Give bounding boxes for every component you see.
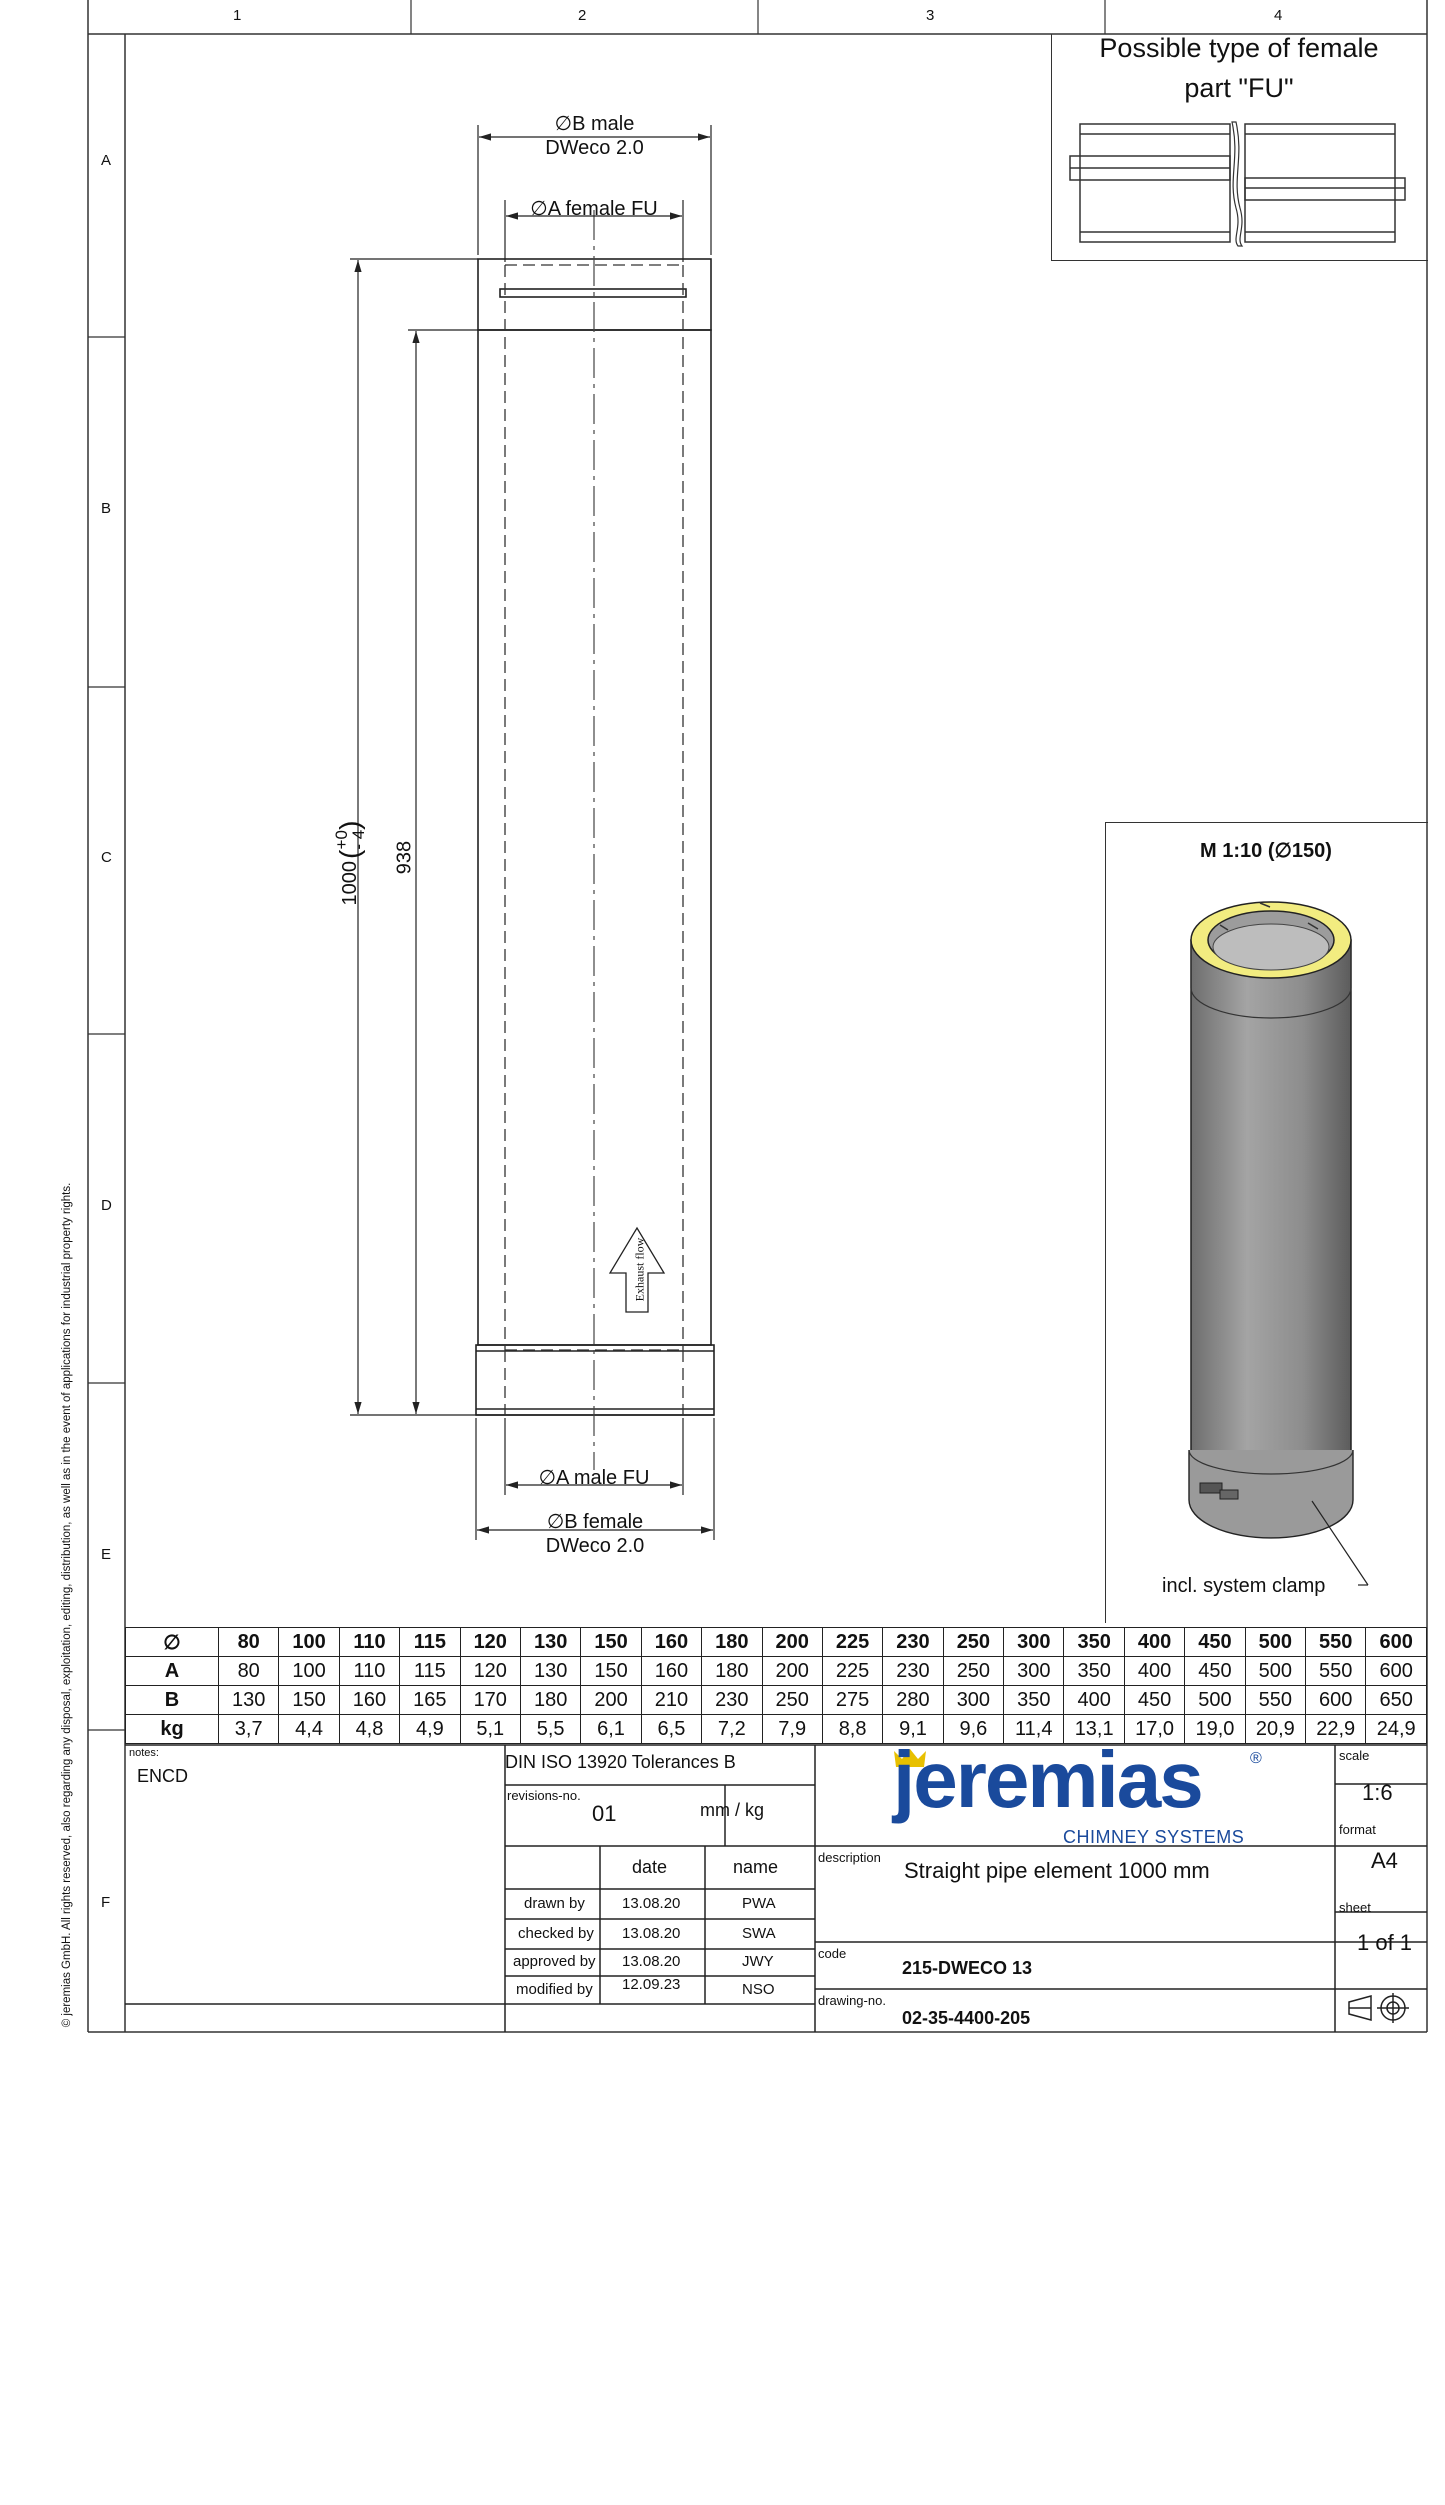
tolerance-plus: +0 xyxy=(332,830,351,850)
units-value: mm / kg xyxy=(700,1800,765,1820)
row-marker-e: E xyxy=(101,1546,112,1563)
b-male-label xyxy=(478,112,711,160)
value-cell: 550 xyxy=(1245,1686,1305,1715)
diameter-header-cell: 450 xyxy=(1185,1628,1245,1657)
diameter-header-cell: 250 xyxy=(943,1628,1003,1657)
diameter-header-cell: 550 xyxy=(1306,1628,1366,1657)
value-cell: 600 xyxy=(1366,1657,1427,1686)
value-cell: 275 xyxy=(822,1686,882,1715)
code-value: 215-DWECO 13 xyxy=(902,1958,1033,1978)
row-label-cell: B xyxy=(126,1686,219,1715)
dimension-table xyxy=(125,1627,1427,1744)
b-male-label-line2: DWeco 2.0 xyxy=(545,137,644,159)
row-marker-f: F xyxy=(101,1894,111,1911)
logo-subtitle: CHIMNEY SYSTEMS xyxy=(1063,1827,1245,1847)
value-cell: 130 xyxy=(520,1657,580,1686)
value-cell: 450 xyxy=(1185,1657,1245,1686)
modified-date: 12.09.23 xyxy=(622,1976,681,1993)
value-cell: 500 xyxy=(1185,1686,1245,1715)
value-cell: 17,0 xyxy=(1124,1715,1184,1744)
overall-length-dimension: 1000 ( +0 - 4 ) xyxy=(332,820,368,906)
row-marker-a: A xyxy=(101,152,112,169)
inner-length-dimension: 938 xyxy=(393,840,416,875)
revisions-label: revisions-no. xyxy=(507,1788,581,1803)
clamp-note: incl. system clamp xyxy=(1162,1575,1326,1597)
row-label-cell: A xyxy=(126,1657,219,1686)
value-cell: 180 xyxy=(702,1657,762,1686)
value-cell: 6,5 xyxy=(641,1715,701,1744)
value-cell: 22,9 xyxy=(1306,1715,1366,1744)
diameter-header-cell: 230 xyxy=(883,1628,943,1657)
value-cell: 400 xyxy=(1064,1686,1124,1715)
scale-value: 1:6 xyxy=(1362,1780,1393,1805)
value-cell: 19,0 xyxy=(1185,1715,1245,1744)
b-male-label-line1: ∅B male xyxy=(554,113,635,135)
diameter-header-cell: 150 xyxy=(581,1628,641,1657)
value-cell: 5,5 xyxy=(520,1715,580,1744)
approved-by-label: approved by xyxy=(513,1953,596,1970)
title-block-grid xyxy=(125,1744,1427,2032)
value-cell: 280 xyxy=(883,1686,943,1715)
diameter-symbol-header: ∅ xyxy=(126,1628,219,1657)
value-cell: 550 xyxy=(1306,1657,1366,1686)
value-cell: 115 xyxy=(400,1657,460,1686)
approved-name: JWY xyxy=(742,1953,774,1970)
value-cell: 400 xyxy=(1124,1657,1184,1686)
value-cell: 160 xyxy=(339,1686,399,1715)
format-value: A4 xyxy=(1371,1848,1398,1873)
jeremias-logo: jeremias xyxy=(893,1735,1202,1824)
table-row xyxy=(126,1657,1427,1686)
column-marker-3: 3 xyxy=(926,7,935,24)
description-label: description xyxy=(818,1850,881,1865)
value-cell: 500 xyxy=(1245,1657,1305,1686)
code-label: code xyxy=(818,1946,847,1961)
isometric-pipe-render xyxy=(1160,885,1380,1545)
b-female-label-line1: ∅B female xyxy=(546,1511,644,1533)
value-cell: 24,9 xyxy=(1366,1715,1427,1744)
value-cell: 300 xyxy=(1004,1657,1064,1686)
checked-name: SWA xyxy=(742,1925,776,1942)
column-marker-4: 4 xyxy=(1274,7,1283,24)
value-cell: 210 xyxy=(641,1686,701,1715)
value-cell: 7,2 xyxy=(702,1715,762,1744)
row-marker-b: B xyxy=(101,500,112,517)
diameter-header-cell: 120 xyxy=(460,1628,520,1657)
value-cell: 120 xyxy=(460,1657,520,1686)
scale-label: scale xyxy=(1339,1748,1370,1763)
b-female-label xyxy=(476,1510,714,1558)
value-cell: 600 xyxy=(1306,1686,1366,1715)
checked-date: 13.08.20 xyxy=(622,1925,681,1942)
value-cell: 8,8 xyxy=(822,1715,882,1744)
diameter-header-cell: 350 xyxy=(1064,1628,1124,1657)
column-marker-2: 2 xyxy=(578,7,587,24)
value-cell: 200 xyxy=(762,1657,822,1686)
value-cell: 225 xyxy=(822,1657,882,1686)
value-cell: 300 xyxy=(943,1686,1003,1715)
value-cell: 350 xyxy=(1064,1657,1124,1686)
format-label: format xyxy=(1339,1822,1376,1837)
value-cell: 180 xyxy=(520,1686,580,1715)
diameter-header-cell: 115 xyxy=(400,1628,460,1657)
value-cell: 110 xyxy=(339,1657,399,1686)
name-header: name xyxy=(733,1857,779,1877)
value-cell: 130 xyxy=(219,1686,279,1715)
overall-length-value: 1000 xyxy=(338,861,361,906)
diameter-header-cell: 300 xyxy=(1004,1628,1064,1657)
value-cell: 5,1 xyxy=(460,1715,520,1744)
diameter-header-cell: 100 xyxy=(279,1628,339,1657)
row-label-cell: kg xyxy=(126,1715,219,1744)
value-cell: 200 xyxy=(581,1686,641,1715)
drawing-no-value: 02-35-4400-205 xyxy=(902,2008,1031,2028)
modified-by-label: modified by xyxy=(516,1981,593,1998)
drawn-date: 13.08.20 xyxy=(622,1895,681,1912)
column-marker-1: 1 xyxy=(233,7,242,24)
diameter-header-cell: 110 xyxy=(339,1628,399,1657)
value-cell: 350 xyxy=(1004,1686,1064,1715)
drawn-by-label: drawn by xyxy=(524,1895,585,1912)
revisions-value: 01 xyxy=(592,1801,617,1826)
sheet-value: 1 of 1 xyxy=(1357,1930,1413,1955)
projection-symbol-icon xyxy=(1345,1990,1415,2026)
value-cell: 100 xyxy=(279,1657,339,1686)
description-value: Straight pipe element 1000 mm xyxy=(904,1858,1210,1883)
drawing-no-label: drawing-no. xyxy=(818,1993,886,2008)
diameter-header-cell: 180 xyxy=(702,1628,762,1657)
value-cell: 165 xyxy=(400,1686,460,1715)
tolerance-minus: - 4 xyxy=(349,829,368,850)
modified-name: NSO xyxy=(742,1981,775,1998)
female-type-title-line1: Possible type of female xyxy=(1099,33,1379,63)
value-cell: 20,9 xyxy=(1245,1715,1305,1744)
table-header-row xyxy=(126,1628,1427,1657)
diameter-header-cell: 600 xyxy=(1366,1628,1427,1657)
value-cell: 160 xyxy=(641,1657,701,1686)
approved-date: 13.08.20 xyxy=(622,1953,681,1970)
diameter-header-cell: 225 xyxy=(822,1628,882,1657)
b-female-label-line2: DWeco 2.0 xyxy=(545,1535,645,1557)
notes-value: ENCD xyxy=(137,1766,189,1786)
value-cell: 3,7 xyxy=(219,1715,279,1744)
diameter-header-cell: 160 xyxy=(641,1628,701,1657)
value-cell: 230 xyxy=(883,1657,943,1686)
value-cell: 7,9 xyxy=(762,1715,822,1744)
diameter-header-cell: 80 xyxy=(219,1628,279,1657)
copyright-note: © jeremias GmbH. All rights reserved, also regarding any disposal, exploitation, editing, distribution, as well as in the event of applications for industrial property rights. xyxy=(61,1182,73,2028)
value-cell: 250 xyxy=(762,1686,822,1715)
notes-label: notes: xyxy=(129,1747,159,1759)
isometric-view-title: M 1:10 (∅150) xyxy=(1200,840,1332,862)
registered-mark: ® xyxy=(1250,1750,1262,1767)
diameter-header-cell: 400 xyxy=(1124,1628,1184,1657)
value-cell: 150 xyxy=(279,1686,339,1715)
date-header: date xyxy=(632,1857,668,1877)
sheet-label: sheet xyxy=(1339,1900,1371,1915)
row-marker-c: C xyxy=(101,849,112,866)
value-cell: 170 xyxy=(460,1686,520,1715)
drawn-name: PWA xyxy=(742,1895,776,1912)
value-cell: 9,1 xyxy=(883,1715,943,1744)
diameter-header-cell: 500 xyxy=(1245,1628,1305,1657)
row-marker-d: D xyxy=(101,1197,112,1214)
diameter-header-cell: 130 xyxy=(520,1628,580,1657)
value-cell: 6,1 xyxy=(581,1715,641,1744)
value-cell: 230 xyxy=(702,1686,762,1715)
value-cell: 9,6 xyxy=(943,1715,1003,1744)
value-cell: 80 xyxy=(219,1657,279,1686)
table-row xyxy=(126,1686,1427,1715)
a-male-label: ∅A male FU xyxy=(538,1467,650,1489)
value-cell: 13,1 xyxy=(1064,1715,1124,1744)
table-row xyxy=(126,1715,1427,1744)
value-cell: 11,4 xyxy=(1004,1715,1064,1744)
tolerance-standard: DIN ISO 13920 Tolerances B xyxy=(505,1752,736,1772)
value-cell: 4,4 xyxy=(279,1715,339,1744)
value-cell: 4,9 xyxy=(400,1715,460,1744)
female-type-title-line2: part "FU" xyxy=(1184,73,1294,103)
value-cell: 250 xyxy=(943,1657,1003,1686)
diameter-header-cell: 200 xyxy=(762,1628,822,1657)
value-cell: 4,8 xyxy=(339,1715,399,1744)
exhaust-flow-label: Exhaust flow xyxy=(632,1237,647,1302)
value-cell: 150 xyxy=(581,1657,641,1686)
value-cell: 650 xyxy=(1366,1686,1427,1715)
checked-by-label: checked by xyxy=(518,1925,594,1942)
a-female-label: ∅A female FU xyxy=(530,198,658,220)
value-cell: 450 xyxy=(1124,1686,1184,1715)
